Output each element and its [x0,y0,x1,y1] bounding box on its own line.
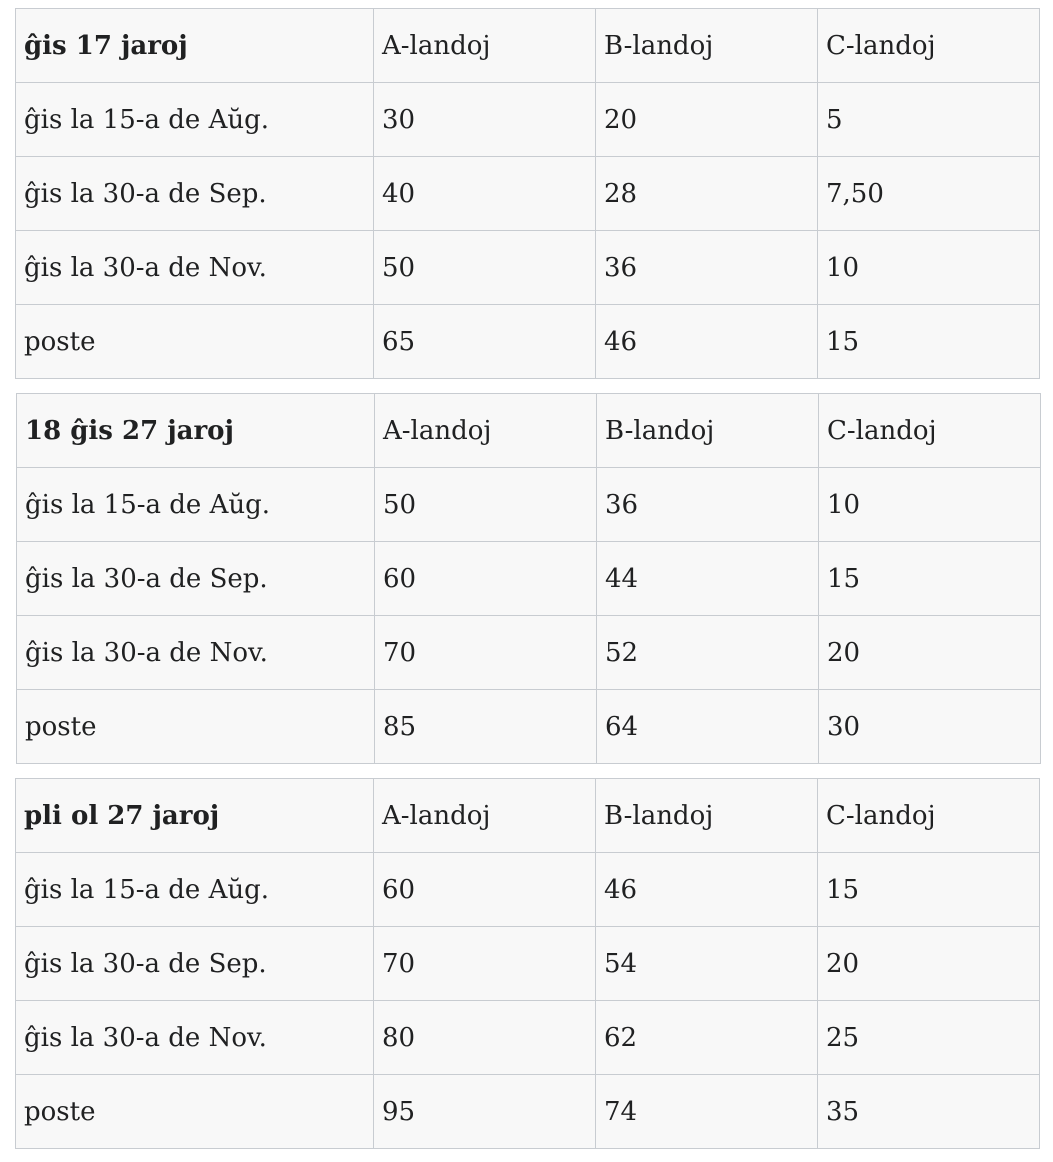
table-row [16,1001,1040,1075]
table-row [17,468,1041,542]
row-label: poste [17,690,375,764]
table-row [17,542,1041,616]
column-header-b: B-landoj [597,394,819,468]
row-label: ĝis la 15-a de Aŭg. [17,468,375,542]
table-row [16,853,1040,927]
price-b: 46 [596,853,818,927]
table-header-row [17,394,1041,468]
price-b: 64 [597,690,819,764]
price-a: 95 [374,1075,596,1149]
column-header-a: A-landoj [374,9,596,83]
row-label: ĝis la 30-a de Nov. [17,616,375,690]
table-row [16,157,1040,231]
table-header-row [16,9,1040,83]
price-c: 7,50 [818,157,1040,231]
price-c: 35 [818,1075,1040,1149]
price-c: 30 [819,690,1041,764]
row-label: ĝis la 30-a de Nov. [16,1001,374,1075]
price-c: 20 [818,927,1040,1001]
price-c: 25 [818,1001,1040,1075]
price-a: 65 [374,305,596,379]
column-header-a: A-landoj [374,779,596,853]
fee-table-18-to-27 [16,393,1041,764]
price-b: 52 [597,616,819,690]
price-c: 10 [819,468,1041,542]
row-label: ĝis la 30-a de Nov. [16,231,374,305]
column-header-c: C-landoj [818,9,1040,83]
price-a: 70 [375,616,597,690]
column-header-b: B-landoj [596,9,818,83]
price-a: 50 [375,468,597,542]
table-header-row [16,779,1040,853]
row-label: ĝis la 30-a de Sep. [16,927,374,1001]
price-a: 40 [374,157,596,231]
price-b: 36 [596,231,818,305]
table-row [17,690,1041,764]
table-row [16,305,1040,379]
price-c: 20 [819,616,1041,690]
price-a: 85 [375,690,597,764]
price-a: 80 [374,1001,596,1075]
row-label: ĝis la 30-a de Sep. [17,542,375,616]
row-label: ĝis la 15-a de Aŭg. [16,853,374,927]
price-c: 15 [818,853,1040,927]
price-b: 46 [596,305,818,379]
price-a: 50 [374,231,596,305]
price-c: 5 [818,83,1040,157]
price-a: 30 [374,83,596,157]
table-row [16,927,1040,1001]
price-c: 15 [818,305,1040,379]
price-a: 60 [375,542,597,616]
table-row [16,83,1040,157]
price-b: 62 [596,1001,818,1075]
table-title: ĝis 17 jaroj [16,9,374,83]
price-b: 36 [597,468,819,542]
column-header-a: A-landoj [375,394,597,468]
column-header-c: C-landoj [819,394,1041,468]
price-a: 60 [374,853,596,927]
table-row [17,616,1041,690]
row-label: ĝis la 15-a de Aŭg. [16,83,374,157]
price-b: 74 [596,1075,818,1149]
row-label: ĝis la 30-a de Sep. [16,157,374,231]
price-c: 10 [818,231,1040,305]
fee-table-under-17 [15,8,1040,379]
price-c: 15 [819,542,1041,616]
price-b: 28 [596,157,818,231]
row-label: poste [16,1075,374,1149]
price-b: 54 [596,927,818,1001]
table-title: pli ol 27 jaroj [16,779,374,853]
price-b: 20 [596,83,818,157]
table-row [16,231,1040,305]
row-label: poste [16,305,374,379]
column-header-c: C-landoj [818,779,1040,853]
table-title: 18 ĝis 27 jaroj [17,394,375,468]
price-b: 44 [597,542,819,616]
table-row [16,1075,1040,1149]
column-header-b: B-landoj [596,779,818,853]
fee-table-over-27 [15,778,1040,1149]
price-a: 70 [374,927,596,1001]
